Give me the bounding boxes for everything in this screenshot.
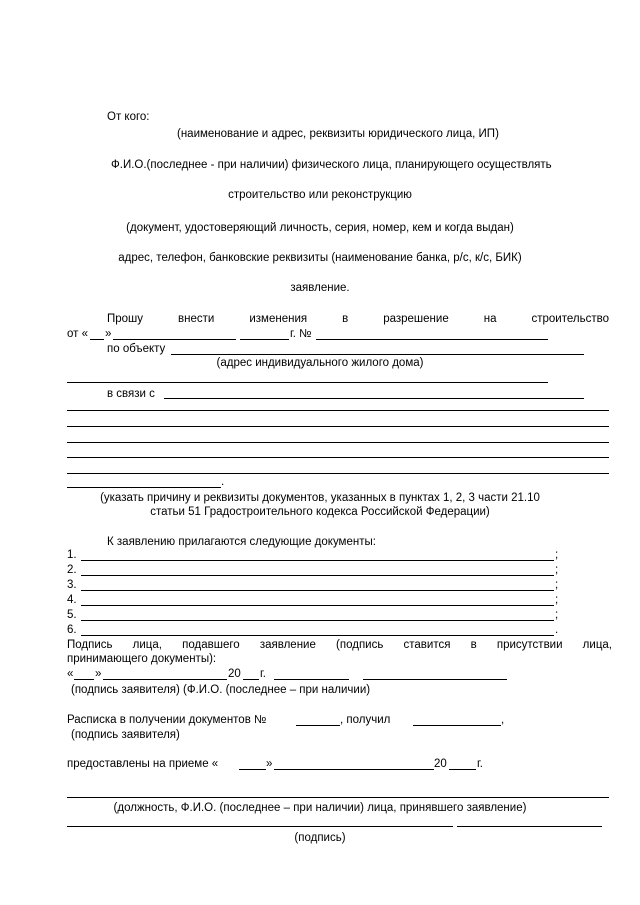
receipt-hint: (подпись заявителя)	[71, 729, 180, 741]
receipt-received-blank[interactable]	[413, 725, 501, 726]
object-address-blank-2[interactable]	[67, 382, 548, 383]
year-number-label: г. №	[290, 328, 312, 340]
sign-blank-left[interactable]	[67, 826, 453, 827]
provided-month-blank[interactable]	[274, 769, 434, 770]
attachment-blank[interactable]	[81, 575, 554, 576]
attachment-end: .	[555, 624, 559, 636]
signature-month-blank[interactable]	[103, 679, 227, 680]
position-hint: (должность, Ф.И.О. (последнее – при наличии) лица, принявшего заявление)	[113, 802, 527, 814]
sign-blank-right[interactable]	[457, 826, 602, 827]
signature-name-blank[interactable]	[363, 679, 507, 680]
attachment-number: 6.	[67, 624, 77, 636]
attachments-label: К заявлению прилагаются следующие документы:	[107, 536, 376, 548]
reason-blank-5[interactable]	[67, 457, 609, 458]
attachment-blank[interactable]	[81, 605, 554, 606]
request-word: строительство	[531, 313, 609, 325]
permit-year-blank[interactable]	[240, 339, 289, 340]
request-word: изменения	[249, 313, 308, 325]
reason-blank-7[interactable]	[67, 487, 221, 488]
request-line	[107, 312, 609, 326]
provided-year-blank[interactable]	[449, 769, 476, 770]
request-word: разрешение	[383, 313, 449, 325]
request-word: внести	[178, 313, 215, 325]
signature-text-1: Подпись лица, подавшего заявление (подпись ставится в присутствии лица,	[67, 639, 612, 651]
receipt-text: Расписка в получении документов №	[67, 714, 267, 726]
attachment-end: ;	[555, 594, 559, 606]
reason-label: в связи с	[107, 388, 155, 400]
reason-blank-4[interactable]	[67, 442, 609, 443]
attachment-blank[interactable]	[81, 620, 554, 621]
provided-year-suffix: г.	[477, 758, 483, 770]
attachment-number: 5.	[67, 609, 77, 621]
from-quote: »	[105, 328, 112, 340]
fio-hint: Ф.И.О.(последнее - при наличии) физического лица, планирующего осуществлять	[111, 159, 552, 171]
attachment-blank[interactable]	[81, 560, 554, 561]
receipt-received: , получил	[340, 714, 391, 726]
signature-day-blank[interactable]	[74, 679, 94, 680]
reason-blank[interactable]	[164, 398, 584, 399]
signature-year-suffix: г.	[260, 668, 266, 680]
signature-date-open: «	[67, 668, 74, 680]
request-word: на	[483, 313, 497, 325]
fio-hint-2: строительство или реконструкцию	[228, 189, 412, 201]
reason-blank-2[interactable]	[67, 410, 609, 411]
provided-text: предоставлены на приеме «	[67, 758, 219, 770]
reason-hint-1: (указать причину и реквизиты документов, указанных в пунктах 1, 2, 3 части 21.10	[100, 492, 540, 504]
signature-text-2: принимающего документы):	[67, 653, 217, 665]
signature-year-blank[interactable]	[243, 679, 259, 680]
reason-blank-6[interactable]	[67, 473, 609, 474]
provided-year-prefix: 20	[434, 758, 447, 770]
request-word: в	[342, 313, 349, 325]
object-address-blank[interactable]	[171, 354, 584, 355]
attachment-end: ;	[555, 564, 559, 576]
reason-blank-3[interactable]	[67, 426, 609, 427]
reason-hint-2: статьи 51 Градостроительного кодекса Российской Федерации)	[150, 506, 490, 518]
reason-end: .	[221, 476, 225, 488]
position-name-blank[interactable]	[67, 797, 609, 798]
from-prefix: от «	[67, 328, 89, 340]
receipt-received-end: ,	[501, 714, 505, 726]
doc-hint: (документ, удостоверяющий личность, серия, номер, кем и когда выдан)	[126, 222, 514, 234]
signature-hint: (подпись заявителя) (Ф.И.О. (последнее – при наличии)	[71, 684, 371, 696]
object-hint: (адрес индивидуального жилого дома)	[216, 357, 424, 369]
attachment-number: 3.	[67, 579, 77, 591]
signature-date-close: »	[95, 668, 102, 680]
provided-day-blank[interactable]	[239, 769, 266, 770]
attachment-end: ;	[555, 549, 559, 561]
attachment-number: 1.	[67, 549, 77, 561]
attachment-end: ;	[555, 609, 559, 621]
attachment-end: ;	[555, 579, 559, 591]
permit-day-blank[interactable]	[90, 339, 104, 340]
document-title: заявление.	[290, 282, 350, 294]
permit-number-blank[interactable]	[316, 339, 548, 340]
attachment-blank[interactable]	[81, 635, 554, 636]
org-hint: (наименование и адрес, реквизиты юридического лица, ИП)	[177, 128, 499, 140]
object-label: по объекту	[107, 343, 166, 355]
signature-year-prefix: 20	[228, 668, 241, 680]
request-word: Прошу	[107, 313, 144, 325]
attachment-number: 4.	[67, 594, 77, 606]
attachment-number: 2.	[67, 564, 77, 576]
provided-quote: »	[266, 758, 273, 770]
attachment-blank[interactable]	[81, 590, 554, 591]
from-label: От кого:	[107, 111, 150, 123]
sign-hint: (подпись)	[294, 832, 346, 844]
permit-month-blank[interactable]	[113, 339, 236, 340]
address-hint: адрес, телефон, банковские реквизиты (наименование банка, р/с, к/с, БИК)	[118, 252, 522, 264]
signature-sign-blank[interactable]	[274, 679, 349, 680]
receipt-number-blank[interactable]	[296, 725, 340, 726]
